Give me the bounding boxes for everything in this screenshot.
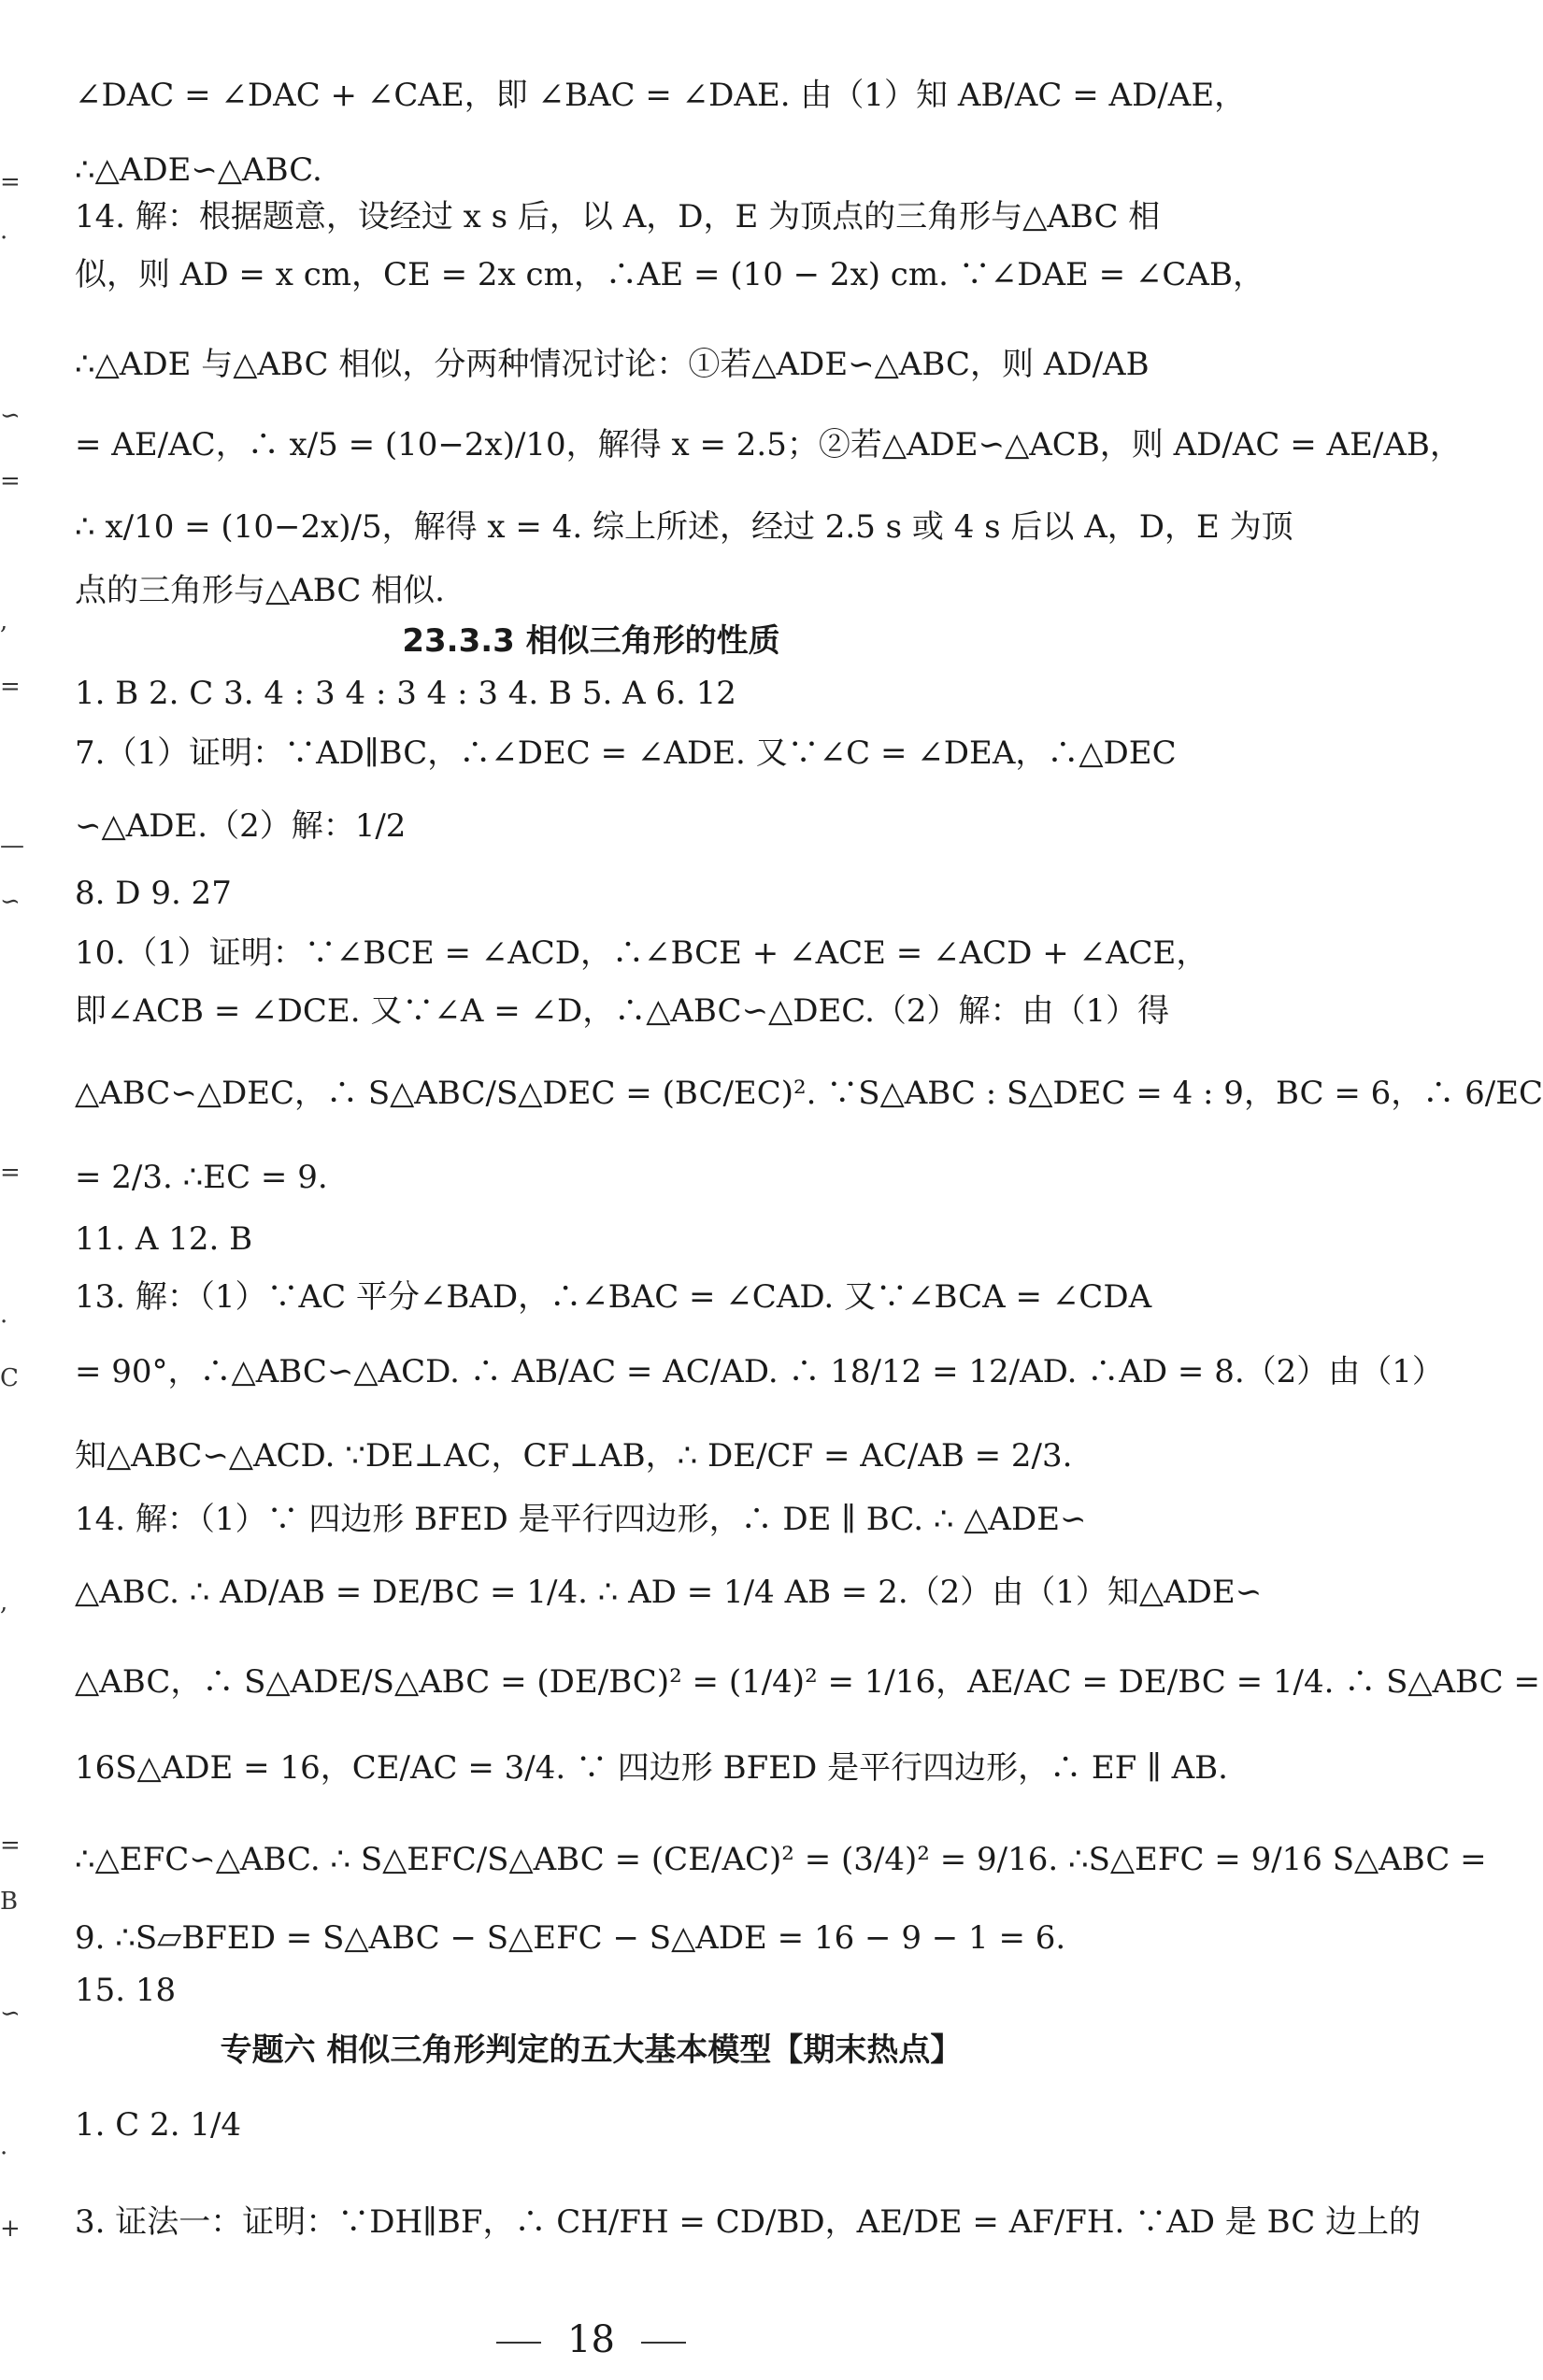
text-line: 7.（1）证明：∵AD∥BC，∴∠DEC = ∠ADE. 又∵∠C = ∠DEA，∴△DEC — [75, 734, 1177, 772]
text-line: 3. 证法一：证明：∵DH∥BF，∴ CH/FH = CD/BD，AE/DE = AF/FH. ∵AD 是 BC 边上的 — [75, 2203, 1422, 2241]
text-line: 11. A 12. B — [75, 1220, 253, 1258]
text-line: = 2/3. ∴EC = 9. — [75, 1159, 328, 1196]
edge-mark: ∽ — [0, 402, 21, 430]
section-heading: 23.3.3 相似三角形的性质 — [402, 622, 780, 660]
edge-mark: = — [0, 673, 21, 701]
page-number — [0, 2317, 1182, 2362]
edge-mark: ∽ — [0, 2000, 21, 2028]
edge-mark: B — [0, 1888, 19, 1916]
text-line: ∴△ADE∽△ABC. — [75, 151, 322, 189]
text-line: ∽△ADE.（2）解：1/2 — [75, 807, 407, 845]
text-line: △ABC∽△DEC，∴ S△ABC/S△DEC = (BC/EC)². ∵S△ABC : S△DEC = 4 : 9，BC = 6，∴ 6/EC — [75, 1075, 1543, 1112]
edge-mark: · — [0, 224, 8, 252]
text-line: = 90°，∴△ABC∽△ACD. ∴ AB/AC = AC/AD. ∴ 18/12 = 12/AD. ∴AD = 8.（2）由（1） — [75, 1353, 1444, 1390]
text-line: = AE/AC，∴ x/5 = (10−2x)/10，解得 x = 2.5；②若△ADE∽△ACB，则 AD/AC = AE/AB， — [75, 426, 1462, 463]
text-line: 即∠ACB = ∠DCE. 又∵∠A = ∠D，∴△ABC∽△DEC.（2）解：由（1）得 — [75, 992, 1170, 1030]
text-line: 知△ABC∽△ACD. ∵DE⊥AC，CF⊥AB，∴ DE/CF = AC/AB = 2/3. — [75, 1437, 1073, 1475]
text-line: 14. 解：（1）∵ 四边形 BFED 是平行四边形，∴ DE ∥ BC. ∴ △ADE∽ — [75, 1501, 1087, 1538]
text-line: △ABC. ∴ AD/AB = DE/BC = 1/4. ∴ AD = 1/4 AB = 2.（2）由（1）知△ADE∽ — [75, 1574, 1263, 1611]
text-line: 16S△ADE = 16，CE/AC = 3/4. ∵ 四边形 BFED 是平行四边形，∴ EF ∥ AB. — [75, 1749, 1228, 1787]
text-line: 13. 解：（1）∵AC 平分∠BAD，∴∠BAC = ∠CAD. 又∵∠BCA = ∠CDA — [75, 1278, 1152, 1316]
edge-mark: , — [0, 607, 8, 635]
text-line: 15. 18 — [75, 1972, 177, 2009]
edge-mark: = — [0, 467, 21, 495]
edge-mark: — — [0, 832, 24, 860]
text-line: ∠DAC = ∠DAC + ∠CAE，即 ∠BAC = ∠DAE. 由（1）知 AB/AC = AD/AE， — [75, 77, 1247, 114]
edge-mark: + — [0, 2215, 21, 2243]
text-line: 9. ∴S▱BFED = S△ABC − S△EFC − S△ADE = 16 − 9 − 1 = 6. — [75, 1919, 1066, 1957]
text-line: ∴△ADE 与△ABC 相似，分两种情况讨论：①若△ADE∽△ABC，则 AD/AB — [75, 346, 1150, 383]
text-line: ∴△EFC∽△ABC. ∴ S△EFC/S△ABC = (CE/AC)² = (3/4)² = 9/16. ∴S△EFC = 9/16 S△ABC = — [75, 1841, 1487, 1878]
edge-mark: = — [0, 1831, 21, 1860]
page-number-text: 18 — [567, 2318, 615, 2361]
text-line: 14. 解：根据题意，设经过 x s 后，以 A，D，E 为顶点的三角形与△ABC 相 — [75, 198, 1161, 235]
text-line: 点的三角形与△ABC 相似. — [75, 572, 445, 609]
edge-mark: · — [0, 1308, 8, 1336]
edge-mark: = — [0, 168, 21, 196]
text-line: ∴ x/10 = (10−2x)/5，解得 x = 4. 综上所述，经过 2.5 s 或 4 s 后以 A，D，E 为顶 — [75, 508, 1293, 546]
text-line: △ABC，∴ S△ADE/S△ABC = (DE/BC)² = (1/4)² = 1/16，AE/AC = DE/BC = 1/4. ∴ S△ABC = — [75, 1663, 1540, 1701]
text-line: 似，则 AD = x cm，CE = 2x cm，∴AE = (10 − 2x) cm. ∵∠DAE = ∠CAB， — [75, 256, 1264, 293]
text-line: 8. D 9. 27 — [75, 875, 232, 912]
text-line: 1. C 2. 1/4 — [75, 2106, 242, 2144]
edge-mark: = — [0, 1159, 21, 1187]
section-heading: 专题六 相似三角形判定的五大基本模型【期末热点】 — [220, 2031, 963, 2069]
text-line: 1. B 2. C 3. 4 : 3 4 : 3 4 : 3 4. B 5. A 6. 12 — [75, 675, 736, 712]
edge-mark: C — [0, 1364, 19, 1392]
text-line: 10.（1）证明：∵∠BCE = ∠ACD，∴∠BCE + ∠ACE = ∠ACD + ∠ACE， — [75, 934, 1208, 972]
edge-mark: ∽ — [0, 888, 21, 916]
edge-mark: · — [0, 2140, 8, 2168]
edge-mark: , — [0, 1589, 8, 1617]
